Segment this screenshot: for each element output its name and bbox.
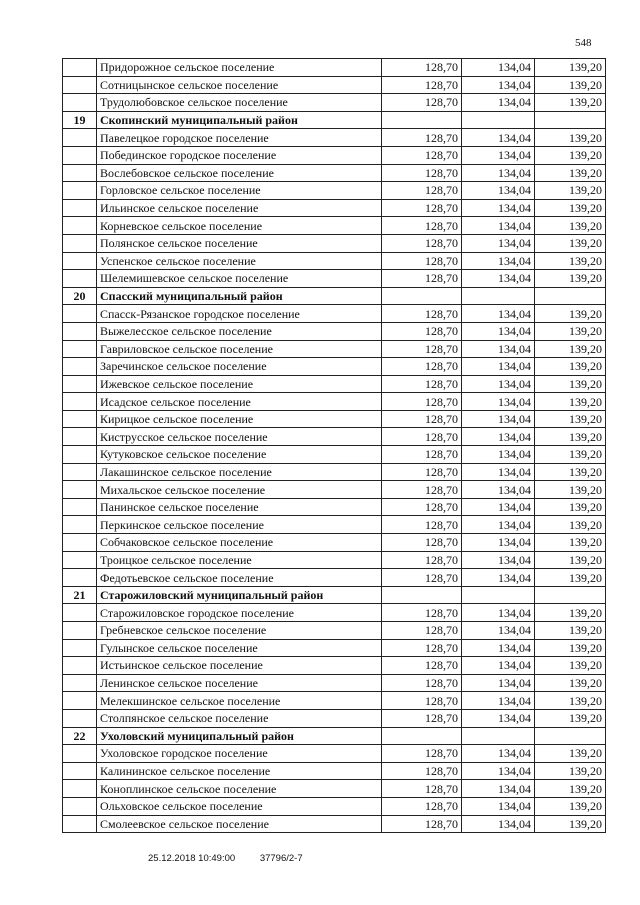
value-1: 128,70 [382,217,462,235]
row-number [63,252,97,270]
value-1: 128,70 [382,446,462,464]
value-2: 134,04 [462,129,535,147]
value-3: 139,20 [535,797,606,815]
value-2: 134,04 [462,182,535,200]
settlement-name: Калининское сельское поселение [97,762,382,780]
value-1: 128,70 [382,498,462,516]
value-2 [462,586,535,604]
value-3: 139,20 [535,393,606,411]
value-3: 139,20 [535,463,606,481]
value-1: 128,70 [382,375,462,393]
table-row [63,164,606,182]
row-number [63,146,97,164]
settlement-name: Кирицкое сельское поселение [97,410,382,428]
table-row [63,446,606,464]
table-row [63,481,606,499]
row-number [63,762,97,780]
value-3: 139,20 [535,692,606,710]
table-row [63,340,606,358]
value-2: 134,04 [462,534,535,552]
table-row [63,94,606,112]
settlement-name: Заречинское сельское поселение [97,358,382,376]
settlement-name: Горловское сельское поселение [97,182,382,200]
value-2: 134,04 [462,428,535,446]
value-2: 134,04 [462,234,535,252]
settlement-name: Придорожное сельское поселение [97,59,382,77]
settlement-name: Коноплинское сельское поселение [97,780,382,798]
settlement-name: Трудолюбовское сельское поселение [97,94,382,112]
district-row [63,727,606,745]
page-number: 548 [575,37,592,49]
row-number [63,639,97,657]
value-1: 128,70 [382,815,462,833]
row-number [63,164,97,182]
value-1: 128,70 [382,762,462,780]
district-row [63,287,606,305]
value-1: 128,70 [382,709,462,727]
row-number [63,498,97,516]
value-1: 128,70 [382,481,462,499]
value-2: 134,04 [462,446,535,464]
value-1: 128,70 [382,270,462,288]
value-3: 139,20 [535,199,606,217]
row-number [63,59,97,77]
value-1: 128,70 [382,622,462,640]
value-1: 128,70 [382,410,462,428]
settlement-name: Ольховское сельское поселение [97,797,382,815]
district-row [63,111,606,129]
value-1: 128,70 [382,252,462,270]
value-1: 128,70 [382,146,462,164]
value-3: 139,20 [535,516,606,534]
table-row [63,217,606,235]
table-row [63,322,606,340]
value-1: 128,70 [382,199,462,217]
row-number [63,481,97,499]
value-2: 134,04 [462,797,535,815]
table-row [63,129,606,147]
value-3: 139,20 [535,428,606,446]
value-1: 128,70 [382,604,462,622]
table-row [63,59,606,77]
value-3: 139,20 [535,217,606,235]
settlement-name: Троицкое сельское поселение [97,551,382,569]
value-3 [535,727,606,745]
value-3: 139,20 [535,182,606,200]
value-1: 128,70 [382,234,462,252]
table-row [63,569,606,587]
value-1: 128,70 [382,534,462,552]
value-3: 139,20 [535,446,606,464]
settlement-name: Старожиловский муниципальный район [97,586,382,604]
value-3: 139,20 [535,322,606,340]
settlement-name: Ильинское сельское поселение [97,199,382,217]
value-2: 134,04 [462,94,535,112]
value-1: 128,70 [382,569,462,587]
table-row [63,709,606,727]
value-3: 139,20 [535,481,606,499]
value-2: 134,04 [462,252,535,270]
row-number [63,551,97,569]
value-1 [382,586,462,604]
value-1: 128,70 [382,340,462,358]
value-3: 139,20 [535,94,606,112]
row-number [63,674,97,692]
value-2: 134,04 [462,146,535,164]
row-number [63,745,97,763]
table-row [63,252,606,270]
row-number [63,76,97,94]
value-2: 134,04 [462,551,535,569]
settlement-name: Вослебовское сельское поселение [97,164,382,182]
table-row [63,146,606,164]
value-3: 139,20 [535,709,606,727]
value-1: 128,70 [382,358,462,376]
row-number [63,199,97,217]
row-number: 21 [63,586,97,604]
settlement-name: Спасский муниципальный район [97,287,382,305]
value-1: 128,70 [382,182,462,200]
row-number [63,797,97,815]
table-row [63,498,606,516]
table-row [63,428,606,446]
value-2: 134,04 [462,674,535,692]
footer-doc-id: 37796/2-7 [259,853,303,864]
district-row [63,586,606,604]
value-1 [382,287,462,305]
value-3 [535,287,606,305]
row-number [63,182,97,200]
value-3: 139,20 [535,358,606,376]
row-number [63,358,97,376]
footer-datetime: 25.12.2018 10:49:00 [148,853,236,864]
value-3: 139,20 [535,657,606,675]
row-number [63,709,97,727]
value-2: 134,04 [462,622,535,640]
value-2: 134,04 [462,463,535,481]
row-number [63,94,97,112]
settlement-name: Ижевское сельское поселение [97,375,382,393]
settlement-name: Ухоловский муниципальный район [97,727,382,745]
settlement-name: Смолеевское сельское поселение [97,815,382,833]
table-row [63,375,606,393]
value-1: 128,70 [382,393,462,411]
value-3: 139,20 [535,762,606,780]
settlement-name: Ленинское сельское поселение [97,674,382,692]
value-1: 128,70 [382,76,462,94]
value-1: 128,70 [382,59,462,77]
value-2: 134,04 [462,393,535,411]
tariff-table [62,58,606,833]
settlement-name: Побединское городское поселение [97,146,382,164]
row-number: 19 [63,111,97,129]
settlement-name: Михальское сельское поселение [97,481,382,499]
value-2: 134,04 [462,516,535,534]
table-row [63,762,606,780]
row-number [63,446,97,464]
value-1: 128,70 [382,780,462,798]
settlement-name: Старожиловское городское поселение [97,604,382,622]
value-3: 139,20 [535,375,606,393]
value-2: 134,04 [462,164,535,182]
settlement-name: Лакашинское сельское поселение [97,463,382,481]
row-number [63,270,97,288]
settlement-name: Полянское сельское поселение [97,234,382,252]
table-row [63,639,606,657]
value-3: 139,20 [535,252,606,270]
row-number [63,129,97,147]
row-number [63,692,97,710]
settlement-name: Перкинское сельское поселение [97,516,382,534]
value-2: 134,04 [462,692,535,710]
value-1: 128,70 [382,129,462,147]
row-number [63,622,97,640]
value-3: 139,20 [535,76,606,94]
value-3: 139,20 [535,534,606,552]
value-2 [462,111,535,129]
table-row [63,657,606,675]
value-2: 134,04 [462,59,535,77]
row-number [63,217,97,235]
settlement-name: Ухоловское городское поселение [97,745,382,763]
settlement-name: Федотьевское сельское поселение [97,569,382,587]
settlement-name: Панинское сельское поселение [97,498,382,516]
value-2: 134,04 [462,76,535,94]
value-3: 139,20 [535,59,606,77]
row-number [63,516,97,534]
settlement-name: Выжелесское сельское поселение [97,322,382,340]
value-2: 134,04 [462,305,535,323]
settlement-name: Корневское сельское поселение [97,217,382,235]
row-number: 20 [63,287,97,305]
value-1 [382,727,462,745]
settlement-name: Собчаковское сельское поселение [97,534,382,552]
row-number [63,393,97,411]
settlement-name: Гребневское сельское поселение [97,622,382,640]
value-3: 139,20 [535,745,606,763]
row-number [63,375,97,393]
settlement-name: Павелецкое городское поселение [97,129,382,147]
value-3: 139,20 [535,815,606,833]
value-3: 139,20 [535,780,606,798]
value-1: 128,70 [382,639,462,657]
value-1: 128,70 [382,657,462,675]
value-2: 134,04 [462,639,535,657]
value-2: 134,04 [462,569,535,587]
settlement-name: Шелемишевское сельское поселение [97,270,382,288]
row-number [63,657,97,675]
footer [148,853,325,864]
value-3: 139,20 [535,622,606,640]
settlement-name: Спасск-Рязанское городское поселение [97,305,382,323]
value-3: 139,20 [535,551,606,569]
value-2: 134,04 [462,815,535,833]
value-1: 128,70 [382,164,462,182]
value-3: 139,20 [535,639,606,657]
value-3: 139,20 [535,340,606,358]
settlement-name: Столпянское сельское поселение [97,709,382,727]
row-number [63,428,97,446]
row-number [63,815,97,833]
value-2: 134,04 [462,217,535,235]
table-row [63,551,606,569]
table-row [63,182,606,200]
value-3: 139,20 [535,604,606,622]
table-row [63,393,606,411]
table-row [63,305,606,323]
table-row [63,604,606,622]
value-3 [535,111,606,129]
settlement-name: Мелекшинское сельское поселение [97,692,382,710]
value-2: 134,04 [462,358,535,376]
row-number: 22 [63,727,97,745]
value-3: 139,20 [535,146,606,164]
value-2: 134,04 [462,604,535,622]
value-2: 134,04 [462,481,535,499]
value-1: 128,70 [382,463,462,481]
settlement-name: Сотницынское сельское поселение [97,76,382,94]
table-row [63,745,606,763]
value-1: 128,70 [382,516,462,534]
value-1: 128,70 [382,305,462,323]
value-2: 134,04 [462,498,535,516]
value-2: 134,04 [462,270,535,288]
value-1: 128,70 [382,94,462,112]
value-2: 134,04 [462,745,535,763]
table-row [63,622,606,640]
table-row [63,410,606,428]
row-number [63,322,97,340]
table-row [63,234,606,252]
value-3: 139,20 [535,164,606,182]
value-3 [535,586,606,604]
table-body [63,59,606,833]
value-1: 128,70 [382,551,462,569]
row-number [63,604,97,622]
value-2: 134,04 [462,410,535,428]
value-2: 134,04 [462,375,535,393]
value-1: 128,70 [382,797,462,815]
value-3: 139,20 [535,569,606,587]
table-row [63,815,606,833]
settlement-name: Успенское сельское поселение [97,252,382,270]
value-3: 139,20 [535,270,606,288]
value-2: 134,04 [462,762,535,780]
value-1 [382,111,462,129]
value-1: 128,70 [382,692,462,710]
value-2 [462,727,535,745]
table-row [63,797,606,815]
settlement-name: Кутуковское сельское поселение [97,446,382,464]
value-2: 134,04 [462,657,535,675]
table-row [63,76,606,94]
value-2: 134,04 [462,780,535,798]
table-row [63,463,606,481]
value-3: 139,20 [535,129,606,147]
value-1: 128,70 [382,322,462,340]
row-number [63,780,97,798]
value-2 [462,287,535,305]
table-row [63,516,606,534]
table-row [63,199,606,217]
row-number [63,305,97,323]
row-number [63,534,97,552]
settlement-name: Киструсское сельское поселение [97,428,382,446]
value-3: 139,20 [535,305,606,323]
table-row [63,534,606,552]
settlement-name: Истьинское сельское поселение [97,657,382,675]
table-row [63,692,606,710]
value-1: 128,70 [382,674,462,692]
value-3: 139,20 [535,674,606,692]
value-2: 134,04 [462,340,535,358]
value-2: 134,04 [462,322,535,340]
value-2: 134,04 [462,709,535,727]
value-2: 134,04 [462,199,535,217]
row-number [63,410,97,428]
value-3: 139,20 [535,410,606,428]
table-row [63,358,606,376]
settlement-name: Гавриловское сельское поселение [97,340,382,358]
value-3: 139,20 [535,498,606,516]
row-number [63,234,97,252]
settlement-name: Скопинский муниципальный район [97,111,382,129]
table-row [63,780,606,798]
value-1: 128,70 [382,428,462,446]
row-number [63,569,97,587]
row-number [63,340,97,358]
value-3: 139,20 [535,234,606,252]
value-1: 128,70 [382,745,462,763]
row-number [63,463,97,481]
table-row [63,270,606,288]
settlement-name: Исадское сельское поселение [97,393,382,411]
settlement-name: Гулынское сельское поселение [97,639,382,657]
table-row [63,674,606,692]
